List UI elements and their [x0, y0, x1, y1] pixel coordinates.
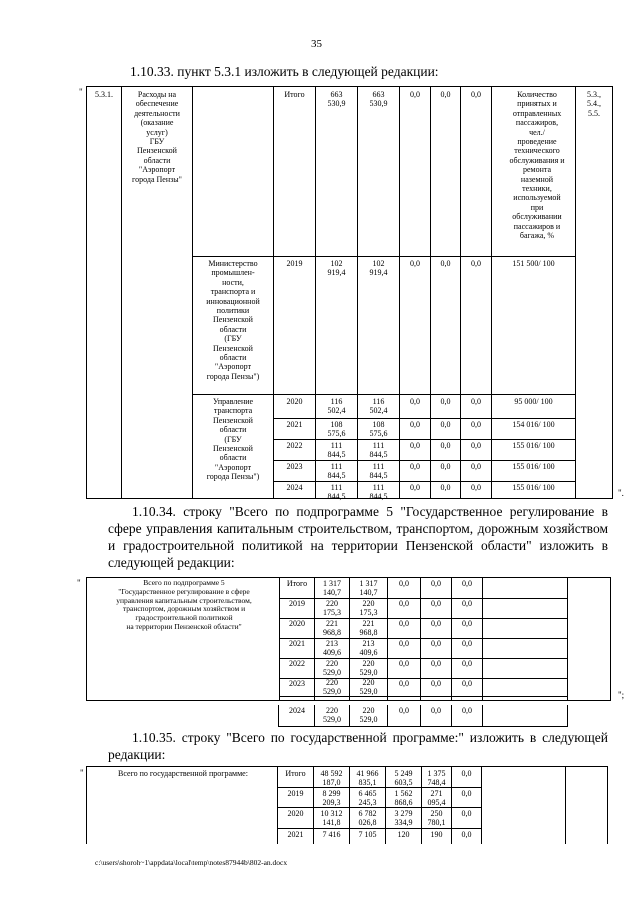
quote-close-34: "; [618, 690, 625, 700]
row-2020-v4: 0,0 [440, 397, 451, 406]
executor-ministry: Министерство промышлен- ности, транспорта и инновационной политики Пензенской области (ГБУ Пензенской области "Аэропорт города Пензы") [206, 259, 260, 381]
table-subprogram-5-2024 [278, 705, 568, 727]
row-2022-v3: 0,0 [410, 441, 420, 450]
table-5-3-1 [86, 86, 613, 502]
sp5-2020-v3: 0,0 [399, 619, 409, 628]
sp5-2023-year: 2023 [289, 679, 305, 688]
measure-name: Расходы на обеспечение деятельности (оказание услуг) ГБУ Пензенской области "Аэропорт города Пензы" [132, 90, 182, 184]
row-2020-v5: 0,0 [471, 397, 481, 406]
gp-2020-v5: 0,0 [461, 809, 472, 818]
row-2022-v2: 111 844,5 [369, 441, 388, 460]
gp-2021-v3: 120 [397, 830, 410, 839]
row-2023-v3: 0,0 [410, 462, 420, 471]
row-2019-v4: 0,0 [440, 259, 451, 268]
row-2022-v1: 111 844,5 [327, 441, 346, 460]
links-to-goals: 5.3., 5.4., 5.5. [587, 90, 601, 118]
quote-open-33: " [79, 87, 83, 97]
row-2023-v4: 0,0 [440, 462, 451, 471]
executor-transport-dept: Управление транспорта Пензенской области (ГБУ Пензенской области "Аэропорт города Пензы") [206, 397, 260, 482]
gp-total-v3: 5 249 603,5 [394, 769, 413, 788]
row-2024-v4: 0,0 [440, 483, 451, 492]
row-2021-v2: 108 575,6 [369, 420, 388, 439]
sp5-2023-v1: 220 529,0 [323, 679, 341, 696]
total-v5: 0,0 [471, 90, 481, 99]
gp-2021-v1: 7 416 [322, 830, 341, 839]
sp5-2020-year: 2020 [289, 619, 305, 628]
sp5-2019-v4: 0,0 [431, 599, 441, 608]
gp-total-v4: 1 375 748,4 [427, 769, 446, 788]
page-number: 35 [311, 38, 322, 50]
sp5-2024-year: 2024 [289, 706, 305, 715]
total-v1: 663 530,9 [327, 90, 346, 109]
row-2024-v1: 111 844,5 [327, 483, 346, 502]
sp5-2023-v3: 0,0 [399, 679, 409, 688]
quote-close-33: ". [618, 488, 624, 498]
quote-open-35: " [80, 768, 84, 778]
gp-2021-v4: 190 [430, 830, 443, 839]
row-2020-v1: 116 502,4 [327, 397, 346, 416]
row-2021-v4: 0,0 [440, 420, 451, 429]
total-year: Итого [284, 90, 305, 99]
gp-2019-v2: 6 465 245,3 [358, 789, 377, 808]
sp5-2021-v2: 213 409,6 [359, 639, 378, 658]
total-v4: 0,0 [440, 90, 451, 99]
gp-total-year: Итого [285, 769, 306, 778]
gp-2021-v5: 0,0 [461, 830, 472, 839]
gp-2019-v1: 8 299 209,3 [322, 789, 341, 808]
gp-total-v1: 48 592 187,0 [320, 769, 343, 788]
sp5-2022-v1: 220 529,0 [323, 659, 341, 678]
row-2023-v5: 0,0 [471, 462, 481, 471]
table-state-program-total [86, 766, 608, 844]
row-2019-target: 151 500/ 100 [512, 259, 555, 268]
sp5-2019-v1: 220 175,3 [323, 599, 341, 618]
gp-2019-v3: 1 562 868,6 [394, 789, 413, 808]
subprogram-5-label: Всего по подпрограмме 5 "Государственное регулирование в сфере управления капитальным строительством, транспортом, дорожным хозяйством и градостроительной политикой на территории Пензенской области" [116, 579, 252, 631]
row-2022-target: 155 016/ 100 [512, 441, 555, 450]
gp-2020-v2: 6 782 026,8 [358, 809, 377, 828]
footer-file-path: c:\users\shoroh~1\appdata\local\temp\notes87944b\802-an.docx [95, 858, 288, 867]
sp5-2022-year: 2022 [289, 659, 305, 668]
row-2022-v5: 0,0 [471, 441, 481, 450]
sp5-2019-v5: 0,0 [462, 599, 472, 608]
total-v2: 663 530,9 [369, 90, 388, 109]
row-2024-v3: 0,0 [410, 483, 420, 492]
total-v3: 0,0 [410, 90, 420, 99]
row-2021-v3: 0,0 [410, 420, 420, 429]
sp5-2020-v5: 0,0 [462, 619, 472, 628]
row-2023-v2: 111 844,5 [369, 462, 388, 481]
sp5-2020-v4: 0,0 [431, 619, 441, 628]
row-2023-target: 155 016/ 100 [512, 462, 555, 471]
gp-2021-v2: 7 105 [358, 830, 377, 839]
row-2023-year: 2023 [286, 462, 303, 471]
sp5-2024-v1: 220 529,0 [323, 706, 341, 725]
gp-total-v5: 0,0 [461, 769, 472, 778]
section-33-heading: 1.10.33. пункт 5.3.1 изложить в следующей редакции: [130, 64, 439, 79]
sp5-2023-v4: 0,0 [431, 679, 441, 688]
sp5-total-year: Итого [286, 579, 308, 588]
gp-total-v2: 41 966 835,1 [356, 769, 379, 788]
sp5-2024-v3: 0,0 [399, 706, 409, 715]
sp5-2022-v3: 0,0 [399, 659, 409, 668]
indicator-name: Количество принятых и отправленных пассажиров, чел./ проведение технического обслуживания и ремонта наземной техники, используемой при обслуживании пассажиров и багажа, % [509, 90, 565, 241]
sp5-2022-v2: 220 529,0 [359, 659, 378, 678]
row-2023-v1: 111 844,5 [327, 462, 346, 481]
row-2019-v2: 102 919,4 [369, 259, 388, 278]
row-2021-year: 2021 [286, 420, 303, 429]
gp-2019-v4: 271 095,4 [427, 789, 446, 808]
row-2020-target: 95 000/ 100 [514, 397, 553, 406]
sp5-2021-year: 2021 [289, 639, 305, 648]
sp5-2020-v1: 221 968,8 [323, 619, 341, 638]
sp5-2022-v5: 0,0 [462, 659, 472, 668]
sp5-total-v4: 0,0 [431, 579, 441, 588]
gp-2021-year: 2021 [287, 830, 304, 839]
sp5-2021-v5: 0,0 [462, 639, 472, 648]
row-2022-v4: 0,0 [440, 441, 451, 450]
sp5-2024-v2: 220 529,0 [359, 706, 378, 725]
sp5-2023-v2: 220 529,0 [359, 679, 378, 696]
table-subprogram-5-total [86, 577, 611, 701]
gp-2020-year: 2020 [287, 809, 304, 818]
sp5-2020-v2: 221 968,8 [359, 619, 378, 638]
section-35-paragraph: 1.10.35. строку "Всего по государственной программе:" изложить в следующей редакции: [108, 730, 608, 762]
sp5-total-v3: 0,0 [399, 579, 409, 588]
row-2019-v1: 102 919,4 [327, 259, 346, 278]
sp5-2019-year: 2019 [289, 599, 305, 608]
gp-2019-v5: 0,0 [461, 789, 472, 798]
sp5-2024-v5: 0,0 [462, 706, 472, 715]
sp5-total-v5: 0,0 [462, 579, 472, 588]
sp5-2021-v1: 213 409,6 [323, 639, 341, 658]
sp5-2021-v4: 0,0 [431, 639, 441, 648]
gp-2020-v3: 3 279 334,9 [394, 809, 413, 828]
row-2021-v5: 0,0 [471, 420, 481, 429]
sp5-2022-v4: 0,0 [431, 659, 441, 668]
row-2020-v3: 0,0 [410, 397, 420, 406]
sp5-total-v1: 1 317 140,7 [323, 579, 341, 598]
gp-2020-v1: 10 312 141,8 [320, 809, 343, 828]
row-2021-target: 154 016/ 100 [512, 420, 555, 429]
state-program-label: Всего по государственной программе: [118, 769, 248, 778]
sp5-total-v2: 1 317 140,7 [359, 579, 378, 598]
row-2021-v1: 108 575,6 [327, 420, 346, 439]
row-2020-v2: 116 502,4 [369, 397, 388, 416]
row-2024-v5: 0,0 [471, 483, 481, 492]
row-2024-year: 2024 [286, 483, 303, 492]
gp-2020-v4: 250 780,1 [427, 809, 446, 828]
row-number: 5.3.1. [95, 90, 113, 99]
row-2019-v3: 0,0 [410, 259, 420, 268]
row-2019-year: 2019 [286, 259, 303, 268]
sp5-2019-v2: 220 175,3 [359, 599, 378, 618]
row-2024-target: 155 016/ 100 [512, 483, 555, 492]
quote-open-34: " [77, 578, 81, 588]
sp5-2023-v5: 0,0 [462, 679, 472, 688]
sp5-2024-v4: 0,0 [431, 706, 441, 715]
section-34-paragraph: 1.10.34. строку "Всего по подпрограмме 5 "Государственное регулирование в сфере управления капитальным строительством, транспортом, дорожным хозяйством и градостроительной политикой на территории Пензенской области" изложить в следующей редакции: [108, 504, 608, 570]
row-2024-v2: 111 844,5 [369, 483, 388, 502]
gp-2019-year: 2019 [287, 789, 304, 798]
sp5-2021-v3: 0,0 [399, 639, 409, 648]
row-2020-year: 2020 [286, 397, 303, 406]
row-2022-year: 2022 [286, 441, 303, 450]
sp5-2019-v3: 0,0 [399, 599, 409, 608]
row-2019-v5: 0,0 [471, 259, 481, 268]
